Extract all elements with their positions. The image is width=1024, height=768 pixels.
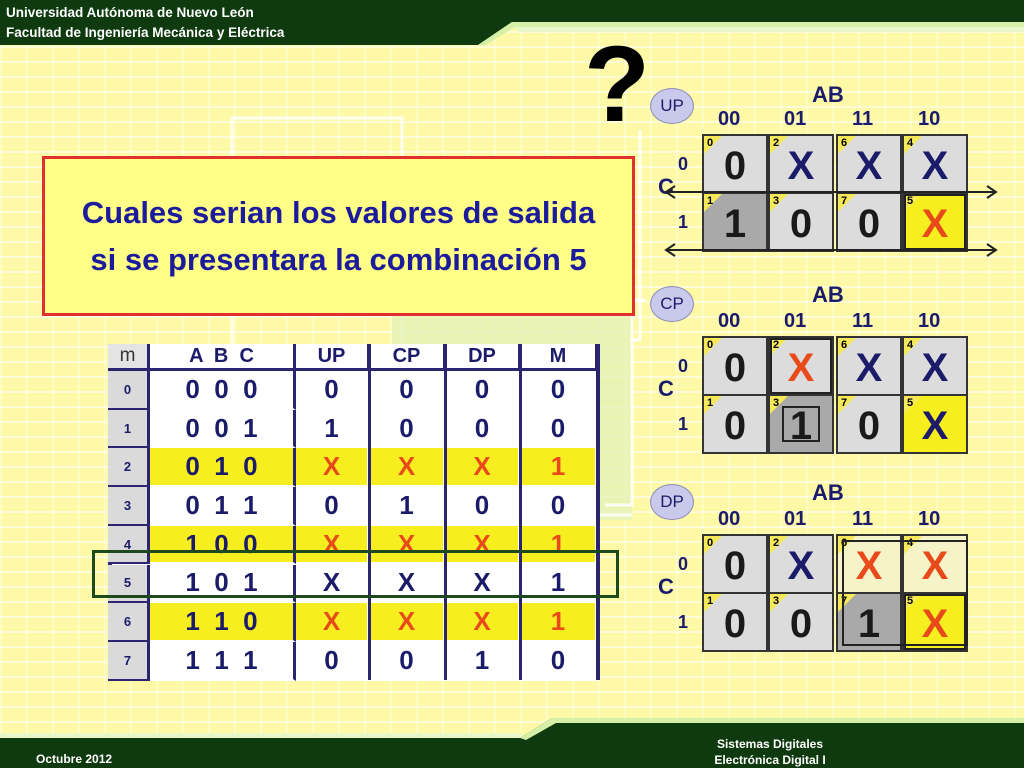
kmap-group-outline [782,406,820,442]
kmap-col-header: 11 [852,508,874,530]
column-divider [444,344,447,680]
kmap-cell-value: 0 [857,404,881,448]
table-cell-m: 0 [108,371,150,410]
table-cell-cp: X [370,565,446,604]
kmap-col-header: 10 [918,108,941,130]
kmap-row-header: 0 [678,356,689,376]
table-cell-mo: 0 [521,371,598,410]
table-header-m: m [108,344,150,371]
kmap-cell-index: 4 [907,339,914,351]
kmap-c-label: C [658,574,674,599]
kmap-cell-value: 0 [789,602,813,646]
table-cell-m: 7 [108,642,150,681]
column-divider [596,344,599,680]
kmap-cell-index: 1 [707,195,714,207]
kmap-cell-index: 1 [707,595,714,607]
table-cell-dp: 0 [446,410,521,449]
kmap-cell-value: X [787,346,815,390]
kmap-col-header: 00 [718,508,741,530]
table-cell-abc: 1 1 0 [150,603,296,642]
footer-band-shape [0,716,1024,768]
kmap-cell-index: 0 [707,537,714,549]
kmap-cell-value: X [855,346,883,390]
table-cell-m: 4 [108,526,150,565]
kmap-ab-label: AB [812,480,844,505]
table-cell-dp: X [446,603,521,642]
kmap-cell-index: 3 [773,595,780,607]
table-cell-dp: X [446,526,521,565]
kmap-cell-value: 0 [723,144,747,188]
table-cell-m: 1 [108,410,150,449]
kmap-cell-value: X [921,346,949,390]
table-cell-dp: X [446,565,521,604]
table-cell-abc: 1 1 1 [150,642,296,681]
kmap-cell-value: 0 [723,544,747,588]
table-cell-cp: 0 [370,371,446,410]
table-cell-cp: X [370,526,446,565]
kmap-cell-value: 0 [789,202,813,246]
kmap-cell-value: X [855,144,883,188]
kmap-col-header: 11 [852,310,874,332]
kmap-cell-index: 4 [907,137,914,149]
question-mark: ? [584,23,650,144]
kmap-row-header: 1 [678,212,689,232]
table-cell-abc: 1 0 1 [150,565,296,604]
kmap-cell [702,336,768,396]
table-cell-abc: 0 1 0 [150,448,296,487]
kmap-col-header: 01 [784,508,807,530]
table-cell-up: 0 [296,371,370,410]
kmap-col-header: 10 [918,508,941,530]
kmap-cell-index: 7 [841,195,848,207]
kmap-cell [768,592,834,652]
kmap-cell-index: 1 [707,397,714,409]
kmap-cell-value: X [787,144,815,188]
kmap-cell-index: 6 [841,537,848,549]
footer-course-line1: Sistemas Digitales [716,737,824,751]
kmap-name-bubble: DP [650,484,694,520]
table-cell-up: 1 [296,410,370,449]
table-cell-cp: X [370,603,446,642]
kmap-name-bubble: UP [650,88,694,124]
table-cell-up: X [296,526,370,565]
table-cell-up: 0 [296,642,370,681]
table-cell-up: X [296,565,370,604]
kmap-cell-index: 2 [773,537,780,549]
table-cell-dp: 0 [446,487,521,526]
table-cell-cp: 1 [370,487,446,526]
kmap-cell-value: X [855,544,883,588]
kmap-cell-index: 5 [907,595,914,607]
table-cell-dp: 0 [446,371,521,410]
kmap-cell-index: 7 [841,397,848,409]
kmap-cell-index: 6 [841,339,848,351]
table-cell-mo: 0 [521,410,598,449]
kmap-group-outline [770,338,832,394]
kmap-up [640,80,1024,280]
kmap-ab-label: AB [812,282,844,307]
footer-date: Octubre 2012 [36,752,113,766]
kmap-col-header: 00 [718,310,741,332]
kmap-col-header: 01 [784,310,807,332]
table-cell-abc: 0 0 1 [150,410,296,449]
table-cell-m: 2 [108,448,150,487]
table-cell-abc: 0 0 0 [150,371,296,410]
kmap-cell-index: 0 [707,339,714,351]
kmap-row-header: 1 [678,414,689,434]
kmap-cell-value: X [921,144,949,188]
kmap-cell [702,592,768,652]
kmap-cell-index: 2 [773,137,780,149]
table-cell-up: X [296,603,370,642]
kmap-ab-label: AB [812,82,844,107]
kmap-row-header: 0 [678,154,689,174]
kmap-cell-index: 2 [773,339,780,351]
kmap-cell-value: 1 [857,602,881,646]
kmap-cell-value: 0 [723,602,747,646]
kmap-cell-index: 6 [841,137,848,149]
kmap-col-header: 01 [784,108,807,130]
kmap-col-header: 11 [852,108,874,130]
kmap-cell-index: 3 [773,397,780,409]
table-cell-cp: 0 [370,642,446,681]
footer-course-line2: Electrónica Digital I [714,753,826,767]
table-cell-cp: X [370,448,446,487]
kmap-cell-index: 7 [841,595,848,607]
kmap-cell [836,394,902,454]
column-divider [368,344,371,680]
table-cell-abc: 1 0 0 [150,526,296,565]
table-cell-mo: 1 [521,448,598,487]
kmap-row-header: 0 [678,554,689,574]
kmap-group-outline [904,594,966,650]
kmap-c-label: C [658,174,674,199]
table-cell-mo: 1 [521,565,598,604]
kmap-cell-value: X [787,544,815,588]
kmap-cell-value: 0 [857,202,881,246]
kmap-row-header: 1 [678,612,689,632]
table-cell-mo: 1 [521,526,598,565]
university-name: Universidad Autónoma de Nuevo León [6,5,254,20]
table-cell-cp: 0 [370,410,446,449]
kmap-cell-index: 5 [907,397,914,409]
kmap-cell [768,534,834,594]
kmap-dp [640,480,1024,680]
kmap-cell [702,394,768,454]
table-cell-m: 3 [108,487,150,526]
kmap-cell-value: X [921,202,949,246]
table-cell-m: 6 [108,603,150,642]
table-cell-abc: 0 1 1 [150,487,296,526]
kmap-cell [902,336,968,396]
table-header-abc: A B C [150,344,296,371]
wraparound-arrows [640,80,1024,280]
kmap-cp [640,282,1024,482]
faculty-name: Facultad de Ingeniería Mecánica y Eléctrica [6,25,285,40]
table-cell-up: X [296,448,370,487]
kmap-cell-value: 0 [723,346,747,390]
kmap-cell-value: X [921,544,949,588]
table-header-dp: DP [446,344,521,371]
kmap-cell-index: 0 [707,137,714,149]
selected-row-outline [92,550,619,598]
kmap-col-header: 00 [718,108,741,130]
kmap-cell-value: 1 [789,404,813,448]
kmap-col-header: 10 [918,310,941,332]
kmap-cell [702,534,768,594]
question-text: Cuales serian los valores de salida si se presentara la combinación 5 [81,195,596,277]
table-header-m-out: M [521,344,598,371]
kmap-cell-value: 0 [723,404,747,448]
kmap-cell [836,336,902,396]
kmap-cell-value: X [921,404,949,448]
kmap-cell [902,394,968,454]
table-cell-dp: X [446,448,521,487]
table-cell-up: 0 [296,487,370,526]
table-header-cp: CP [370,344,446,371]
kmap-cell-index: 3 [773,195,780,207]
table-cell-mo: 1 [521,603,598,642]
column-divider [519,344,522,680]
table-cell-mo: 0 [521,487,598,526]
kmap-cell-index: 4 [907,537,914,549]
kmap-cell-index: 5 [907,195,914,207]
question-box [42,156,635,316]
table-cell-dp: 1 [446,642,521,681]
table-cell-mo: 0 [521,642,598,681]
kmap-c-label: C [658,376,674,401]
table-cell-m: 5 [108,565,150,604]
kmap-name-bubble: CP [650,286,694,322]
table-header-up: UP [296,344,370,371]
kmap-cell-value: 1 [723,202,747,246]
kmap-cell-value: X [921,602,949,646]
